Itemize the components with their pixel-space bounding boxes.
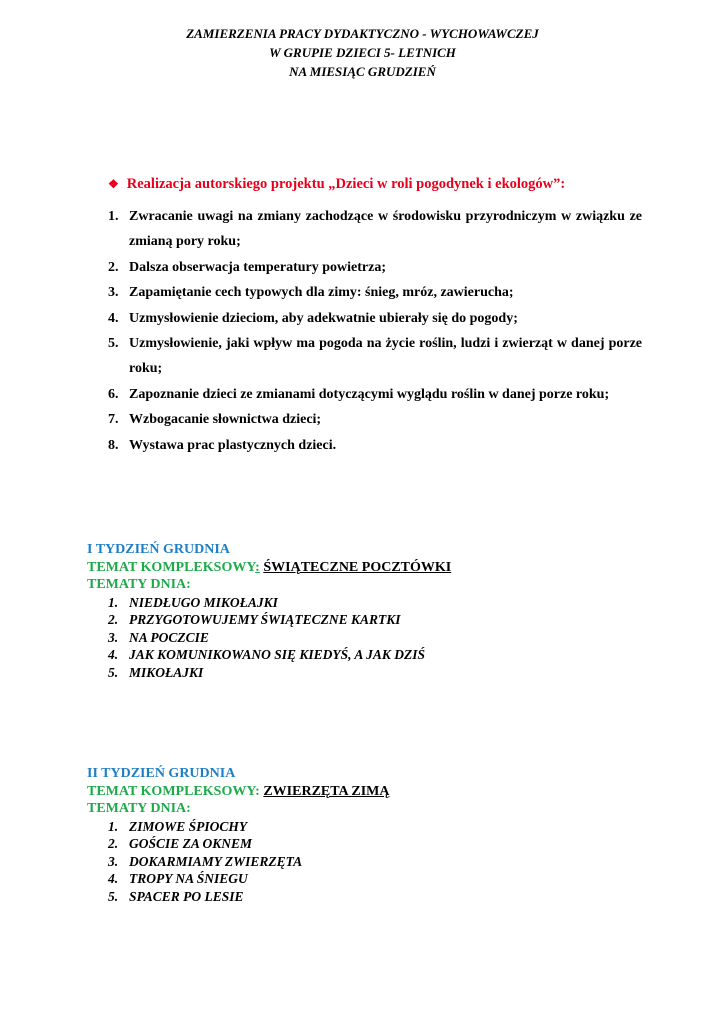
day-number: 1. bbox=[108, 594, 119, 610]
day-text: GOŚCIE ZA OKNEM bbox=[129, 836, 253, 851]
goal-text: Wystawa prac plastycznych dzieci. bbox=[129, 437, 337, 453]
goal-text: Wzbogacanie słownictwa dzieci; bbox=[129, 412, 322, 428]
day-text: PRZYGOTOWUJEMY ŚWIĄTECZNE KARTKI bbox=[129, 612, 401, 627]
theme-label: TEMAT KOMPLEKSOWY: bbox=[87, 783, 260, 799]
goal-item bbox=[108, 204, 642, 255]
header-line-3: NA MIESIĄC GRUDZIEŃ bbox=[289, 64, 436, 79]
theme-value: ŚWIĄTECZNE POCZTÓWKI bbox=[263, 559, 452, 575]
goal-text: Dalsza obserwacja temperatury powietrza; bbox=[129, 259, 386, 275]
day-number: 2. bbox=[108, 836, 119, 851]
theme-label: TEMAT KOMPLEKSOWY bbox=[87, 559, 256, 575]
day-text: NA POCZCIE bbox=[129, 629, 209, 645]
week-2-title: II TYDZIEŃ GRUDNIA bbox=[87, 766, 236, 781]
goal-number: 2. bbox=[108, 259, 119, 275]
goal-text: Zapamiętanie cech typowych dla zimy: śnieg, mróz, zawierucha; bbox=[129, 285, 514, 301]
goal-text: Zapoznanie dzieci ze zmianami dotyczącymi wyglądu roślin w danej porze roku; bbox=[129, 386, 610, 402]
day-topic bbox=[87, 629, 451, 647]
week-1-title: I TYDZIEŃ GRUDNIA bbox=[87, 542, 230, 557]
goal-number: 3. bbox=[108, 285, 119, 301]
goal-number: 1. bbox=[108, 209, 119, 224]
day-number: 4. bbox=[108, 647, 119, 662]
goal-text: Uzmysłowienie, jaki wpływ ma pogoda na życie roślin, ludzi i zwierząt w danej porze roku; bbox=[129, 336, 642, 377]
week-1-section bbox=[87, 541, 451, 681]
goal-item bbox=[108, 280, 642, 305]
day-number: 4. bbox=[108, 871, 119, 886]
day-topic bbox=[87, 818, 390, 836]
goal-item bbox=[108, 306, 642, 331]
day-topic bbox=[87, 664, 451, 682]
goal-text: Zwracanie uwagi na zmiany zachodzące w środowisku przyrodniczym w związku ze zmianą pory roku; bbox=[129, 209, 642, 250]
day-topic bbox=[87, 870, 390, 888]
goals-list bbox=[108, 204, 642, 458]
day-number: 3. bbox=[108, 629, 119, 645]
day-number: 5. bbox=[108, 888, 119, 904]
week-1-days-list bbox=[87, 594, 451, 682]
days-label: TEMATY DNIA: bbox=[87, 801, 191, 816]
goal-number: 4. bbox=[108, 310, 119, 326]
header-line-1: ZAMIERZENIA PRACY DYDAKTYCZNO - WYCHOWAWCZEJ bbox=[186, 26, 539, 41]
goal-item bbox=[108, 433, 642, 458]
days-label: TEMATY DNIA: bbox=[87, 577, 191, 592]
day-text: JAK KOMUNIKOWANO SIĘ KIEDYŚ, A JAK DZIŚ bbox=[129, 647, 425, 662]
week-2-section bbox=[87, 765, 390, 905]
week-1-theme bbox=[87, 559, 451, 577]
goal-item bbox=[108, 255, 642, 280]
day-text: NIEDŁUGO MIKOŁAJKI bbox=[129, 594, 278, 610]
day-topic bbox=[87, 888, 390, 906]
theme-colon: : bbox=[255, 559, 260, 575]
day-topic bbox=[87, 594, 451, 612]
goal-item bbox=[108, 331, 642, 382]
day-topic bbox=[87, 646, 451, 664]
day-text: ZIMOWE ŚPIOCHY bbox=[129, 818, 248, 834]
theme-value: ZWIERZĘTA ZIMĄ bbox=[263, 783, 390, 799]
day-number: 3. bbox=[108, 853, 119, 869]
day-number: 2. bbox=[108, 612, 119, 627]
goal-item bbox=[108, 382, 642, 407]
week-2-days-list bbox=[87, 818, 390, 906]
day-topic bbox=[87, 853, 390, 871]
day-topic bbox=[87, 611, 451, 629]
project-heading bbox=[108, 176, 565, 193]
week-2-theme bbox=[87, 783, 390, 801]
goal-number: 6. bbox=[108, 386, 119, 402]
goal-number: 8. bbox=[108, 437, 119, 453]
header-line-2: W GRUPIE DZIECI 5- LETNICH bbox=[269, 45, 456, 60]
day-text: SPACER PO LESIE bbox=[129, 888, 244, 904]
day-topic bbox=[87, 835, 390, 853]
project-title: Realizacja autorskiego projektu „Dzieci w roli pogodynek i ekologów”: bbox=[126, 176, 566, 192]
goal-text: Uzmysłowienie dzieciom, aby adekwatnie ubierały się do pogody; bbox=[129, 310, 518, 326]
goal-item bbox=[108, 407, 642, 432]
day-number: 1. bbox=[108, 818, 119, 834]
goal-number: 5. bbox=[108, 336, 119, 352]
day-text: TROPY NA ŚNIEGU bbox=[129, 871, 248, 886]
day-number: 5. bbox=[108, 664, 119, 680]
goal-number: 7. bbox=[108, 412, 119, 428]
diamond-bullet-icon: ❖ bbox=[108, 177, 119, 191]
day-text: MIKOŁAJKI bbox=[129, 664, 204, 680]
day-text: DOKARMIAMY ZWIERZĘTA bbox=[129, 853, 303, 869]
document-header bbox=[0, 24, 725, 81]
